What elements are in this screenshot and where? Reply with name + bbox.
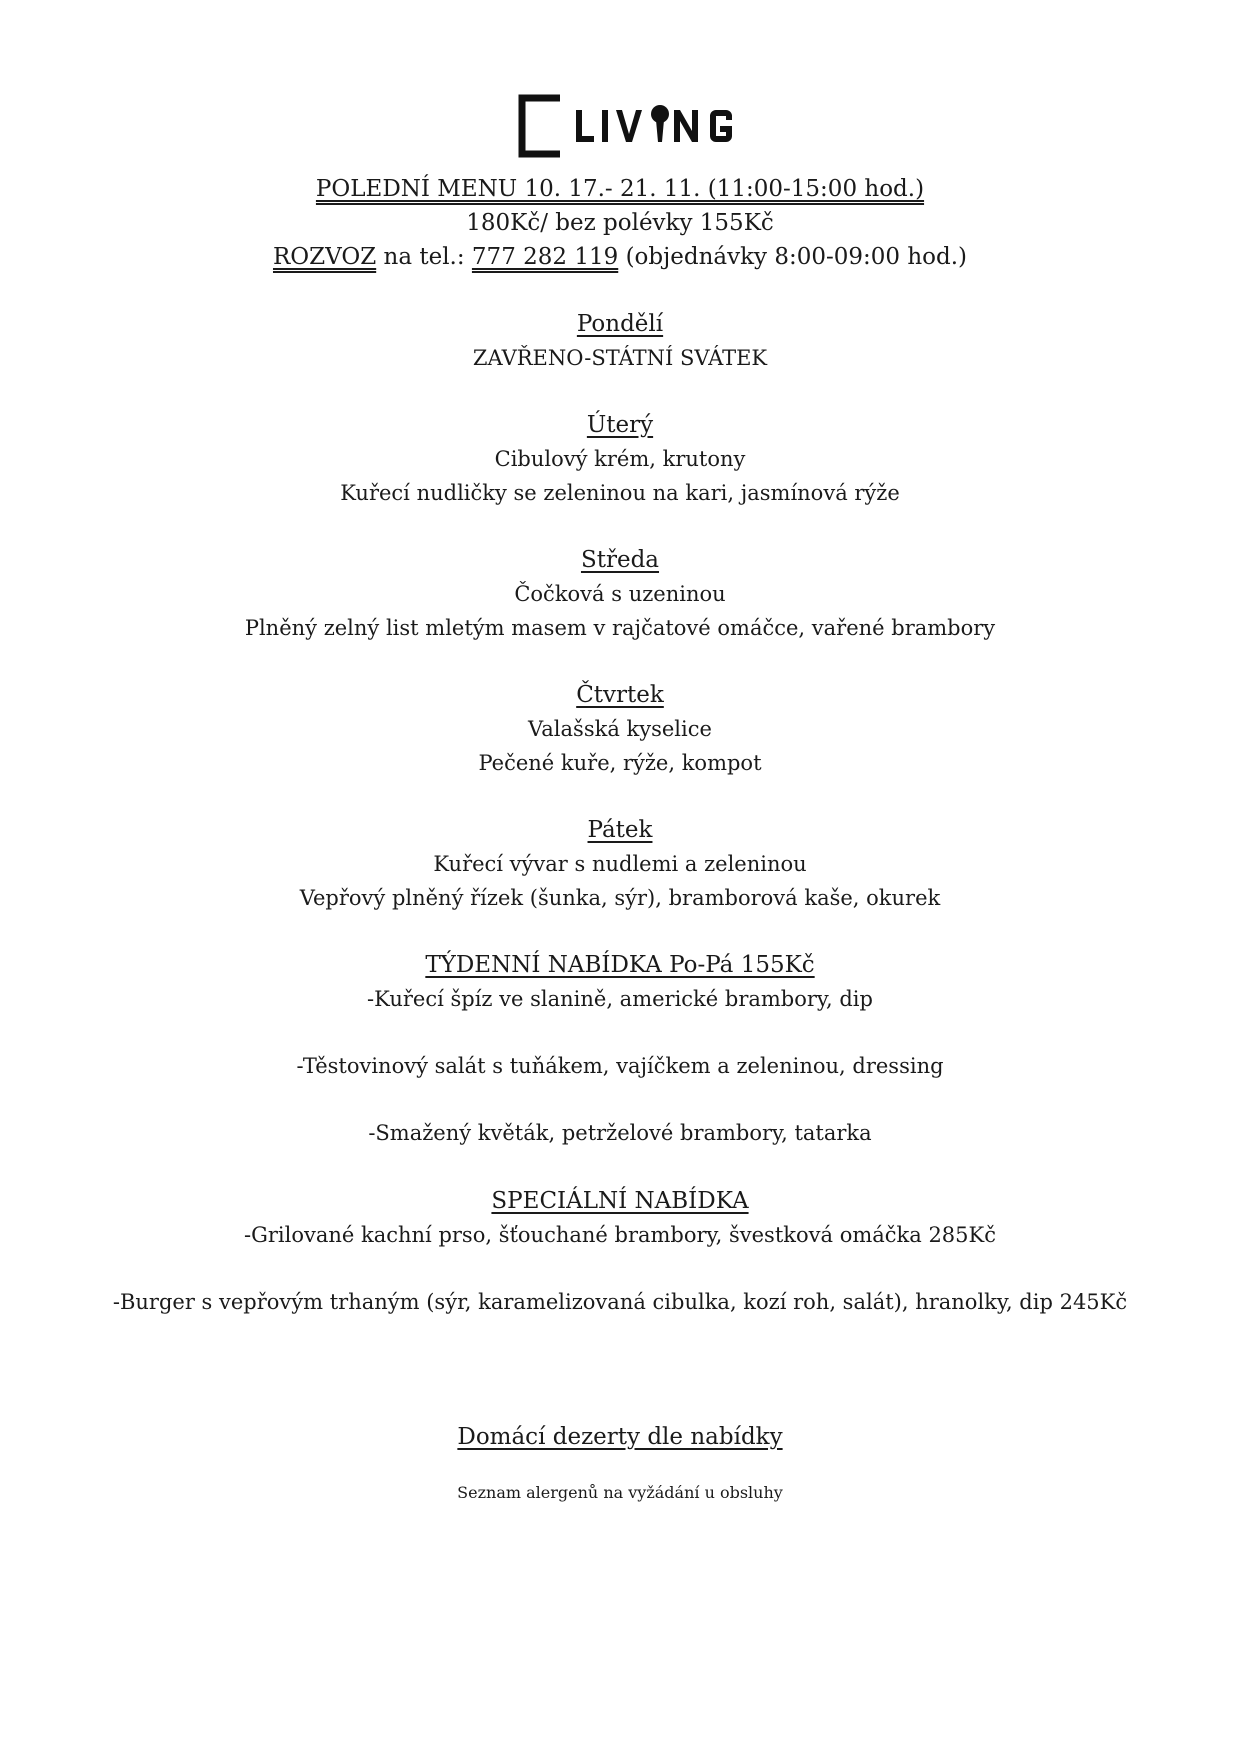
day-item: Kuřecí nudličky se zeleninou na kari, jasmínová rýže — [340, 481, 900, 505]
day-heading: Pondělí — [576, 311, 664, 337]
weekly-item: -Smažený květák, petrželové brambory, tatarka — [368, 1121, 872, 1145]
menu-title — [0, 174, 1240, 204]
day-item: Pečené kuře, rýže, kompot — [478, 751, 762, 775]
day-item: Čočková s uzeninou — [514, 582, 726, 606]
day-heading: Středa — [580, 547, 660, 573]
delivery-label: ROZVOZ — [272, 244, 377, 270]
special-heading: SPECIÁLNÍ NABÍDKA — [491, 1188, 749, 1214]
special-item: -Grilované kachní prso, šťouchané brambory, švestková omáčka 285Kč — [244, 1223, 996, 1247]
day-heading: Čtvrtek — [576, 682, 664, 708]
living-logo — [514, 92, 740, 160]
menu-title-text: POLEDNÍ MENU 10. 17.- 21. 11. (11:00-15:00 hod.) — [315, 176, 925, 202]
weekly-heading: TÝDENNÍ NABÍDKA Po-Pá 155Kč — [425, 952, 815, 978]
weekly-item: -Kuřecí špíz ve slanině, americké brambory, dip — [367, 987, 873, 1011]
desserts-note: Domácí dezerty dle nabídky — [457, 1424, 783, 1450]
day-heading: Úterý — [586, 412, 654, 438]
allergens-note: Seznam alergenů na vyžádání u obsluhy — [457, 1483, 783, 1502]
delivery-line — [0, 242, 1240, 272]
delivery-text: na tel.: — [383, 244, 465, 270]
delivery-phone: 777 282 119 — [471, 244, 619, 270]
special-item: -Burger s vepřovým trhaným (sýr, karamelizovaná cibulka, kozí roh, salát), hranolky, dip 245Kč — [112, 1290, 1128, 1314]
day-item: Cibulový krém, krutony — [494, 447, 746, 471]
day-item: Kuřecí vývar s nudlemi a zeleninou — [433, 852, 807, 876]
day-item: Vepřový plněný řízek (šunka, sýr), bramborová kaše, okurek — [299, 886, 941, 910]
weekly-item: -Těstovinový salát s tuňákem, vajíčkem a zeleninou, dressing — [296, 1054, 944, 1078]
day-item: ZAVŘENO-STÁTNÍ SVÁTEK — [472, 346, 768, 370]
day-item: Valašská kyselice — [528, 717, 712, 741]
order-hours: (objednávky 8:00-09:00 hod.) — [625, 244, 968, 270]
day-item: Plněný zelný list mletým masem v rajčatové omáčce, vařené brambory — [244, 616, 996, 640]
menu-price: 180Kč/ bez polévky 155Kč — [466, 210, 774, 236]
day-heading: Pátek — [587, 817, 653, 843]
